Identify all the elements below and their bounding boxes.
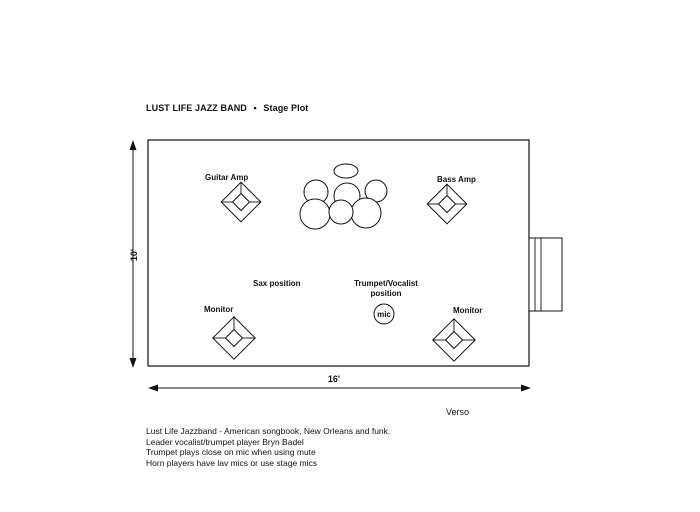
drum-floor-tom — [300, 199, 330, 229]
note-line: Leader vocalist/trumpet player Bryn Badel — [146, 436, 304, 447]
width-label: 16' — [327, 374, 341, 384]
note-line: Trumpet plays close on mic when using mute — [146, 447, 316, 457]
note-line: Horn players have lav mics or use stage mics — [146, 457, 318, 468]
width-dimension-arrow — [148, 385, 531, 392]
guitar-amp-icon — [221, 182, 261, 222]
trumpet-position-line2: position — [370, 289, 402, 298]
trumpet-position-line1: Trumpet/Vocalist — [354, 279, 418, 288]
mic-label: mic — [377, 310, 391, 319]
drum-floor-tom — [351, 198, 381, 228]
trumpet-position-label — [346, 279, 426, 299]
monitor-left-label: Monitor — [204, 305, 234, 314]
guitar-amp-label: Guitar Amp — [205, 173, 249, 182]
band-notes — [146, 426, 390, 468]
stage-stairs — [529, 238, 562, 311]
sax-position-label: Sax position — [253, 279, 301, 288]
bass-amp-label: Bass Amp — [437, 175, 476, 184]
monitor-right-label: Monitor — [453, 306, 483, 315]
drum-throne — [334, 164, 358, 178]
monitor-left-icon — [213, 317, 255, 359]
title-separator: • — [253, 103, 257, 113]
note-line: Lust Life Jazzband - American songbook, New Orleans and funk. — [146, 426, 391, 436]
band-name: LUST LIFE JAZZ BAND — [146, 103, 247, 113]
drum-kick — [329, 200, 353, 224]
drum-kit — [300, 164, 387, 229]
stage-plot-subtitle: Stage Plot — [263, 103, 309, 113]
bass-amp-icon — [427, 184, 467, 224]
verso-label: Verso — [446, 407, 470, 417]
depth-label: 10' — [129, 248, 139, 262]
monitor-right-icon — [433, 319, 475, 361]
